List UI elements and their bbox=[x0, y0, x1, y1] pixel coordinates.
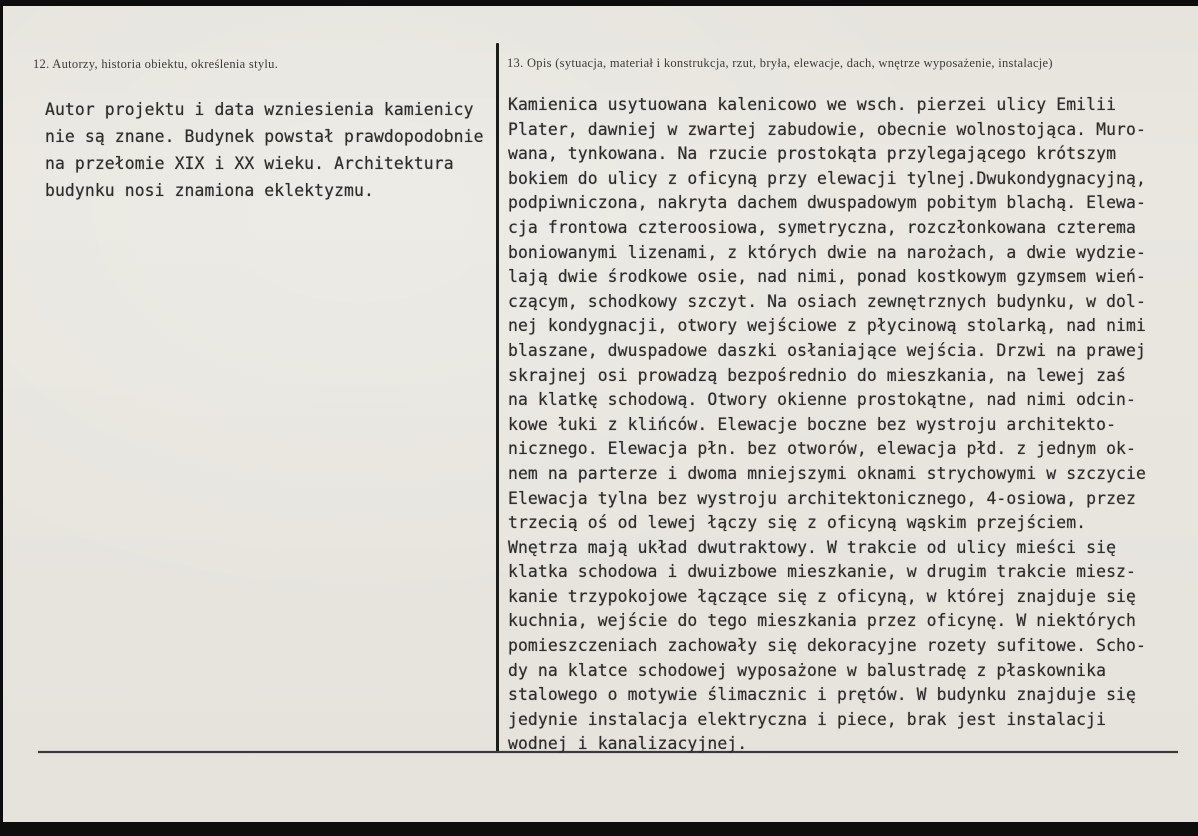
typewritten-line: nej kondygnacji, otwory wejściowe z płycinową stolarką, nad nimi bbox=[508, 316, 1146, 336]
scan-border-left bbox=[0, 0, 3, 836]
typewritten-line: nem na parterze i dwoma mniejszymi oknami strychowymi w szczycie bbox=[508, 463, 1146, 483]
typewritten-line: budynku nosi znamiona eklektyzmu. bbox=[45, 181, 374, 200]
typewritten-line: kuchnia, wejście do tego mieszkania przez oficynę. W niektórych bbox=[508, 611, 1136, 631]
typewritten-line: stalowego o motywie ślimacznic i prętów. W budynku znajduje się bbox=[508, 685, 1136, 705]
typewritten-line: Wnętrza mają układ dwutraktowy. W trakcie od ulicy mieści się bbox=[508, 537, 1117, 557]
typewritten-line: pomieszczeniach zachowały się dekoracyjne rozety sufitowe. Scho- bbox=[508, 636, 1146, 656]
typewritten-line: bokiem do ulicy z oficyną przy elewacji tylnej.Dwukondygnacyjną, bbox=[508, 168, 1146, 188]
section-12-heading: 12. Autorzy, historia obiektu, określenia stylu. bbox=[33, 57, 279, 71]
typewritten-line: na klatkę schodową. Otwory okienne prostokątne, nad nimi odcin- bbox=[508, 390, 1136, 410]
typewritten-line: klatka schodowa i dwuizbowe mieszkanie, w drugim trakcie miesz- bbox=[508, 562, 1136, 582]
section-13-heading: 13. Opis (sytuacja, materiał i konstrukcja, rzut, bryła, elewacje, dach, wnętrze wyposażenie, instalacje) bbox=[507, 56, 1053, 70]
typewritten-line: wodnej i kanalizacyjnej. bbox=[508, 734, 748, 754]
typewritten-line: trzecią oś od lewej łączy się z oficyną wąskim przejściem. bbox=[508, 513, 1087, 533]
typewritten-line: Autor projektu i data wzniesienia kamienicy bbox=[45, 100, 474, 119]
typewritten-line: podpiwniczona, nakryta dachem dwuspadowym pobitym blachą. Elewa- bbox=[508, 193, 1146, 213]
typewritten-line: czącym, schodkowy szczyt. Na osiach zewnętrznych budynku, w dol- bbox=[508, 291, 1146, 311]
typewritten-line: kowe łuki z klińców. Elewacje boczne bez wystroju architekto- bbox=[508, 414, 1117, 434]
section-12-typewritten-text bbox=[45, 96, 497, 204]
typewritten-line: Plater, dawniej w zwartej zabudowie, obecnie wolnostojąca. Muro- bbox=[508, 119, 1146, 139]
typewritten-line: dy na klatce schodowej wyposażone w balustradę z płaskownika bbox=[508, 660, 1107, 680]
typewritten-line: kanie trzypokojowe łączące się z oficyną, w której znajduje się bbox=[508, 586, 1136, 606]
typewritten-line: cja frontowa czteroosiowa, symetryczna, rozczłonkowana czterema bbox=[508, 217, 1136, 237]
typewritten-line: boniowanymi lizenami, z których dwie na narożach, a dwie wydzie- bbox=[508, 242, 1146, 262]
typewritten-line: wana, tynkowana. Na rzucie prostokąta przylegającego krótszym bbox=[508, 144, 1117, 164]
typewritten-line: jedynie instalacja elektryczna i piece, brak jest instalacji bbox=[508, 709, 1107, 729]
typewritten-line: lają dwie środkowe osie, nad nimi, ponad kostkowym gzymsem wień- bbox=[508, 267, 1146, 287]
typewritten-line: na przełomie XIX i XX wieku. Architektura bbox=[45, 154, 454, 173]
section-13-typewritten-text bbox=[508, 93, 1198, 757]
typewritten-line: nicznego. Elewacja płn. bez otworów, elewacja płd. z jednym ok- bbox=[508, 439, 1136, 459]
typewritten-line: Elewacja tylna bez wystroju architektonicznego, 4-osiowa, przez bbox=[508, 488, 1136, 508]
typewritten-line: blaszane, dwuspadowe daszki osłaniające wejścia. Drzwi na prawej bbox=[508, 340, 1146, 360]
typewritten-line: skrajnej osi prowadzą bezpośrednio do mieszkania, na lewej zaś bbox=[508, 365, 1127, 385]
scan-border-bottom bbox=[0, 822, 1198, 836]
typewritten-line: nie są znane. Budynek powstał prawdopodobnie bbox=[45, 127, 484, 146]
scan-border-top bbox=[0, 0, 1198, 6]
typewritten-line: Kamienica usytuowana kalenicowo we wsch. pierzei ulicy Emilii bbox=[508, 95, 1117, 114]
